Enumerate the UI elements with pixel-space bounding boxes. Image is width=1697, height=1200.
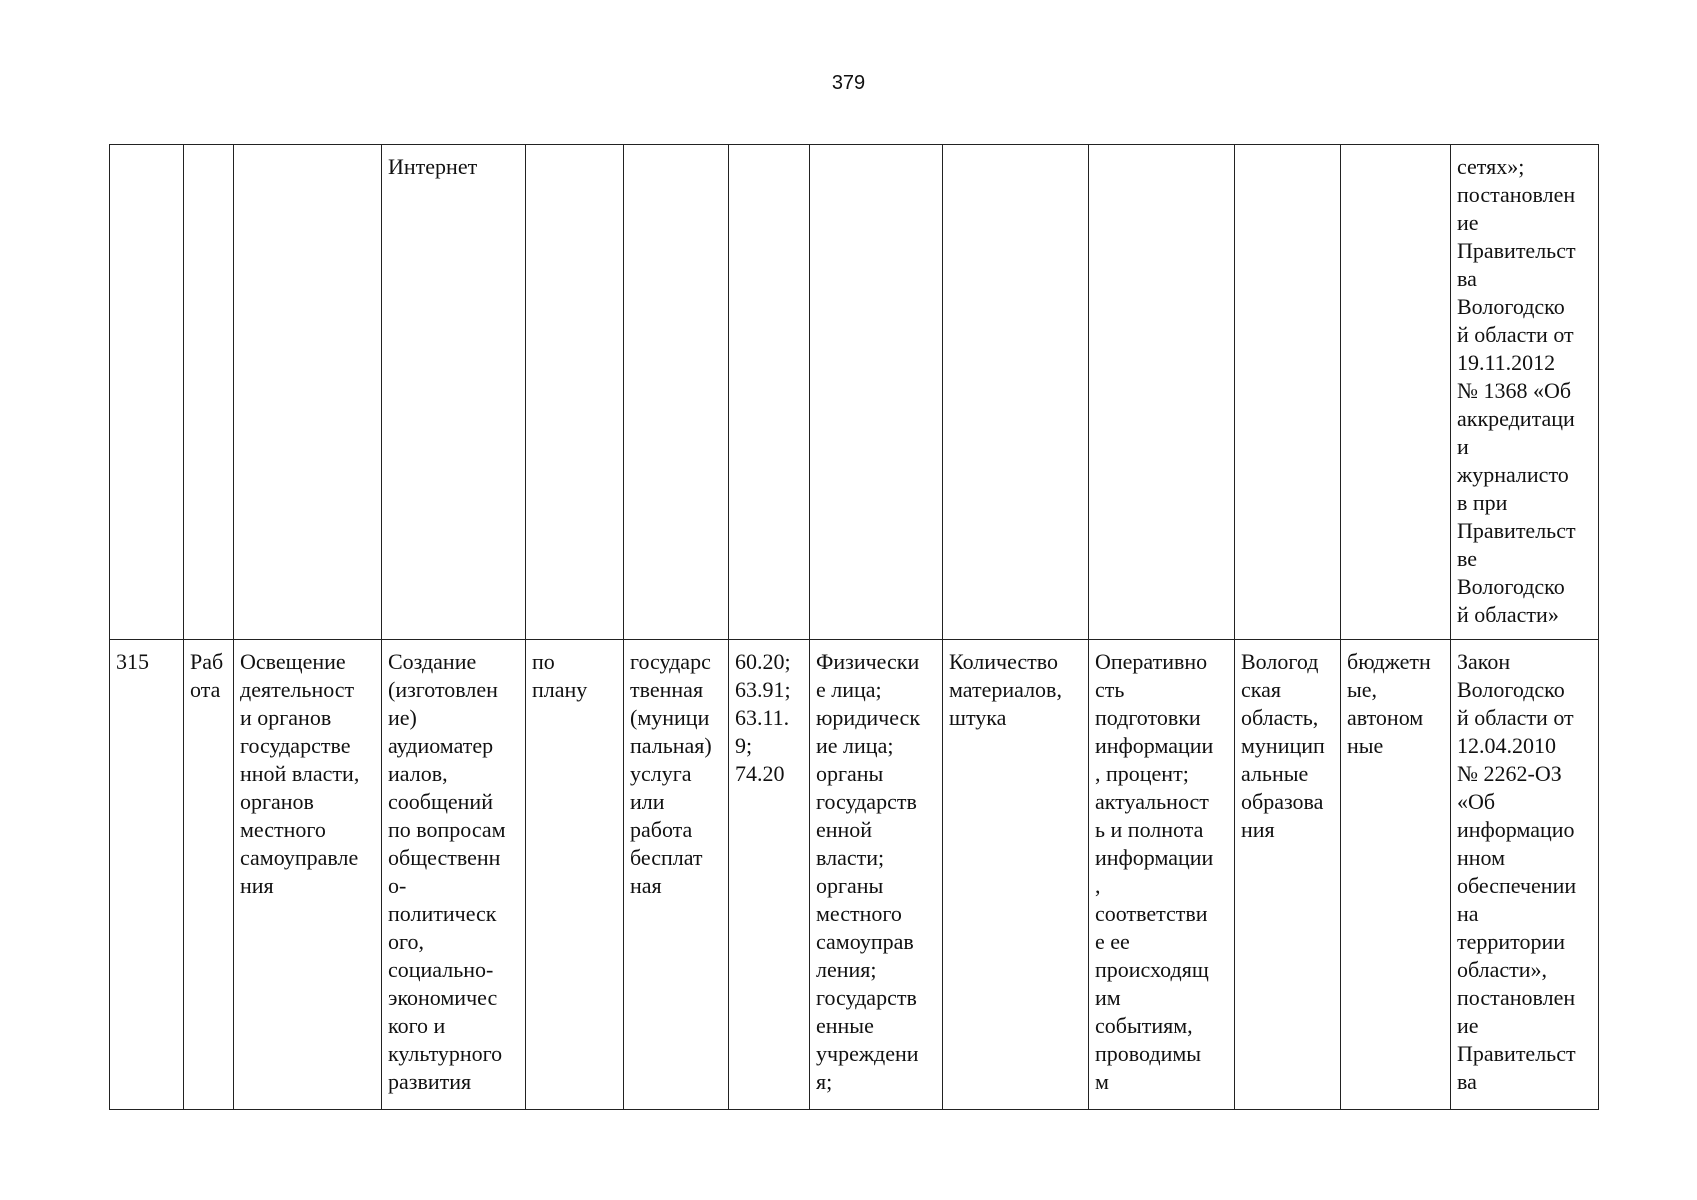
cell-institution-type: бюджетн ые, автоном ные bbox=[1341, 640, 1451, 1110]
cell-name bbox=[234, 145, 382, 640]
page-number: 379 bbox=[831, 72, 866, 94]
cell-legal-basis: Закон Вологодско й области от 12.04.2010 № 2262-ОЗ «Об информацио нном обеспечении на территории области», постановлен ие Правительст ва bbox=[1451, 640, 1599, 1110]
cell-volume-indicator: Количество материалов, штука bbox=[943, 640, 1089, 1110]
cell-condition bbox=[526, 145, 624, 640]
cell-type bbox=[184, 145, 234, 640]
cell-legal-basis: сетях»; постановлен ие Правительст ва Вологодско й области от 19.11.2012 № 1368 «Об аккредитаци и журналисто в при Правительст ве Вологодско й области» bbox=[1451, 145, 1599, 640]
cell-volume-indicator bbox=[943, 145, 1089, 640]
cell-type: Раб ота bbox=[184, 640, 234, 1110]
cell-codes bbox=[729, 145, 810, 640]
cell-condition: по плану bbox=[526, 640, 624, 1110]
cell-kind bbox=[624, 145, 729, 640]
cell-quality-indicator bbox=[1089, 145, 1235, 640]
cell-codes: 60.20; 63.91; 63.11. 9; 74.20 bbox=[729, 640, 810, 1110]
cell-number bbox=[110, 145, 184, 640]
table-row-315 bbox=[110, 640, 1599, 1110]
cell-consumers: Физически е лица; юридическ ие лица; органы государств енной власти; органы местного самоуправ ления; государств енные учреждени я; bbox=[810, 640, 943, 1110]
cell-number: 315 bbox=[110, 640, 184, 1110]
cell-territory bbox=[1235, 145, 1341, 640]
cell-name: Освещение деятельност и органов государстве нной власти, органов местного самоуправле ния bbox=[234, 640, 382, 1110]
cell-quality-indicator: Оперативно сть подготовки информации , процент; актуальност ь и полнота информации , соответстви е ее происходящ им событиям, проводимы м bbox=[1089, 640, 1235, 1110]
cell-content: Интернет bbox=[382, 145, 526, 640]
registry-table bbox=[109, 144, 1599, 1110]
cell-kind: государс твенная (муници пальная) услуга или работа бесплат ная bbox=[624, 640, 729, 1110]
cell-institution-type bbox=[1341, 145, 1451, 640]
table-row-continuation bbox=[110, 145, 1599, 640]
cell-consumers bbox=[810, 145, 943, 640]
cell-content: Создание (изготовлен ие) аудиоматер иалов, сообщений по вопросам общественн о- политическ ого, социально- экономичес кого и культурного развития bbox=[382, 640, 526, 1110]
cell-territory: Вологод ская область, муницип альные образова ния bbox=[1235, 640, 1341, 1110]
